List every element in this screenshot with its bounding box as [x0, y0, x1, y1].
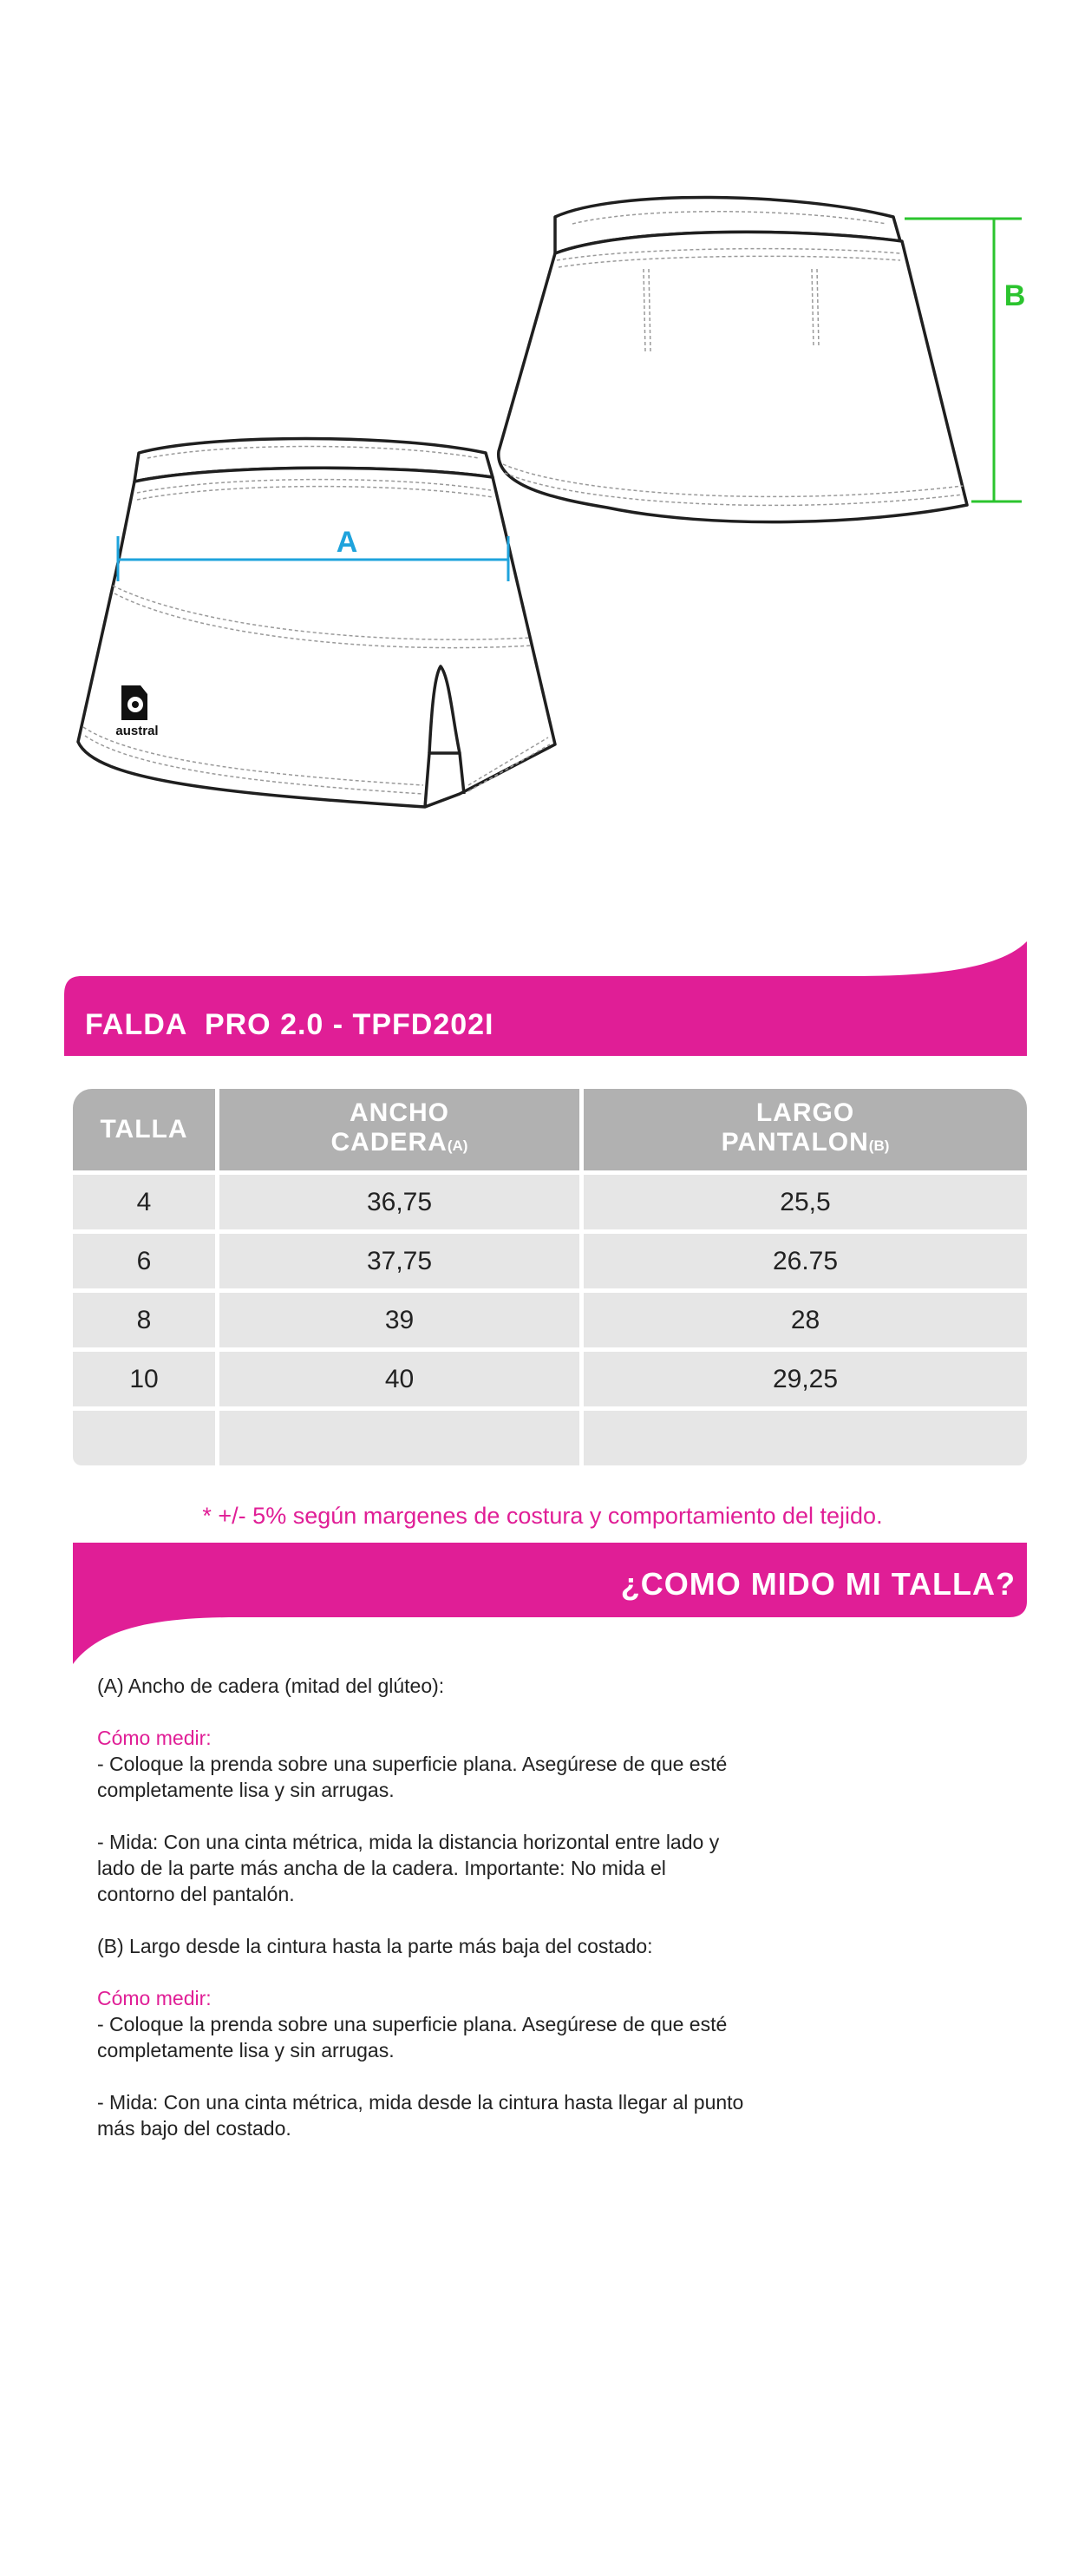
header-ancho-line2: CADERA: [330, 1128, 448, 1157]
a-step2-line1: - Mida: Con una cinta métrica, mida la distancia horizontal entre lado y: [97, 1831, 720, 1853]
cell-largo: [579, 1411, 1027, 1465]
table-row: [73, 1288, 1027, 1347]
header-ancho-cadera: [215, 1089, 579, 1170]
cell-ancho: 36,75: [215, 1175, 579, 1229]
cell-talla: [73, 1411, 215, 1465]
header-largo-line2: PANTALON: [721, 1128, 869, 1157]
cell-largo: 25,5: [579, 1175, 1027, 1229]
cell-largo: 26.75: [579, 1234, 1027, 1288]
back-view-skirt: [499, 197, 967, 521]
a-step2-line3: contorno del pantalón.: [97, 1883, 295, 1905]
b-step1-line1: - Coloque la prenda sobre una superficie plana. Asegúrese de que esté: [97, 2013, 728, 2035]
b-heading: (B) Largo desde la cintura hasta la parte más baja del costado:: [97, 1935, 653, 1957]
header-ancho-line2-wrap: [331, 1128, 468, 1161]
cell-talla: 4: [136, 1187, 152, 1216]
a-step1-line1: - Coloque la prenda sobre una superficie plana. Asegúrese de que esté: [97, 1753, 728, 1775]
skirt-illustration: [0, 0, 1085, 868]
measure-title: ¿COMO MIDO MI TALLA?: [620, 1566, 1016, 1602]
cell-largo: 28: [579, 1293, 1027, 1347]
a-step2-line2: lado de la parte más ancha de la cadera. Importante: No mida el: [97, 1857, 666, 1879]
cell-ancho: 40: [215, 1352, 579, 1406]
header-largo-sub: (B): [868, 1137, 890, 1154]
b-step2-line2: más bajo del costado.: [97, 2117, 291, 2140]
b-step2-line1: - Mida: Con una cinta métrica, mida desde la cintura hasta llegar al punto: [97, 2091, 744, 2114]
b-how-label: Cómo medir:: [97, 1987, 212, 2009]
tolerance-footnote: * +/- 5% según margenes de costura y comportamiento del tejido.: [202, 1503, 883, 1529]
table-row: [73, 1170, 1027, 1229]
measure-instructions: [97, 1673, 808, 2141]
header-talla-label: TALLA: [100, 1115, 188, 1144]
header-largo-line1: LARGO: [755, 1098, 855, 1127]
a-step1-line2: completamente lisa y sin arrugas.: [97, 1779, 395, 1801]
cell-talla: 8: [136, 1305, 152, 1334]
cell-talla: 6: [136, 1246, 152, 1275]
cell-ancho: 37,75: [215, 1234, 579, 1288]
cell-talla: 10: [129, 1364, 159, 1393]
cell-largo: 29,25: [579, 1352, 1027, 1406]
table-row-empty: [73, 1406, 1027, 1465]
front-view-skirt: [78, 439, 555, 808]
header-talla: [73, 1089, 215, 1170]
header-largo-line2-wrap: [722, 1128, 890, 1161]
table-row: [73, 1229, 1027, 1288]
austral-logo-text: austral: [115, 724, 159, 738]
product-title: FALDA PRO 2.0 - TPFD202I: [85, 1008, 494, 1041]
measure-a-label: A: [336, 526, 358, 559]
measure-b-label: B: [1003, 279, 1026, 312]
header-ancho-sub: (A): [447, 1137, 468, 1154]
cell-ancho: [215, 1411, 579, 1465]
header-largo-pantalon: [579, 1089, 1027, 1170]
b-step1-line2: completamente lisa y sin arrugas.: [97, 2039, 395, 2061]
table-header-row: [73, 1089, 1027, 1170]
a-how-label: Cómo medir:: [97, 1727, 212, 1749]
header-ancho-line1: ANCHO: [350, 1098, 449, 1127]
table-row: [73, 1347, 1027, 1406]
cell-ancho: 39: [215, 1293, 579, 1347]
a-heading: (A) Ancho de cadera (mitad del glúteo):: [97, 1675, 445, 1697]
size-table: [73, 1089, 1027, 1465]
